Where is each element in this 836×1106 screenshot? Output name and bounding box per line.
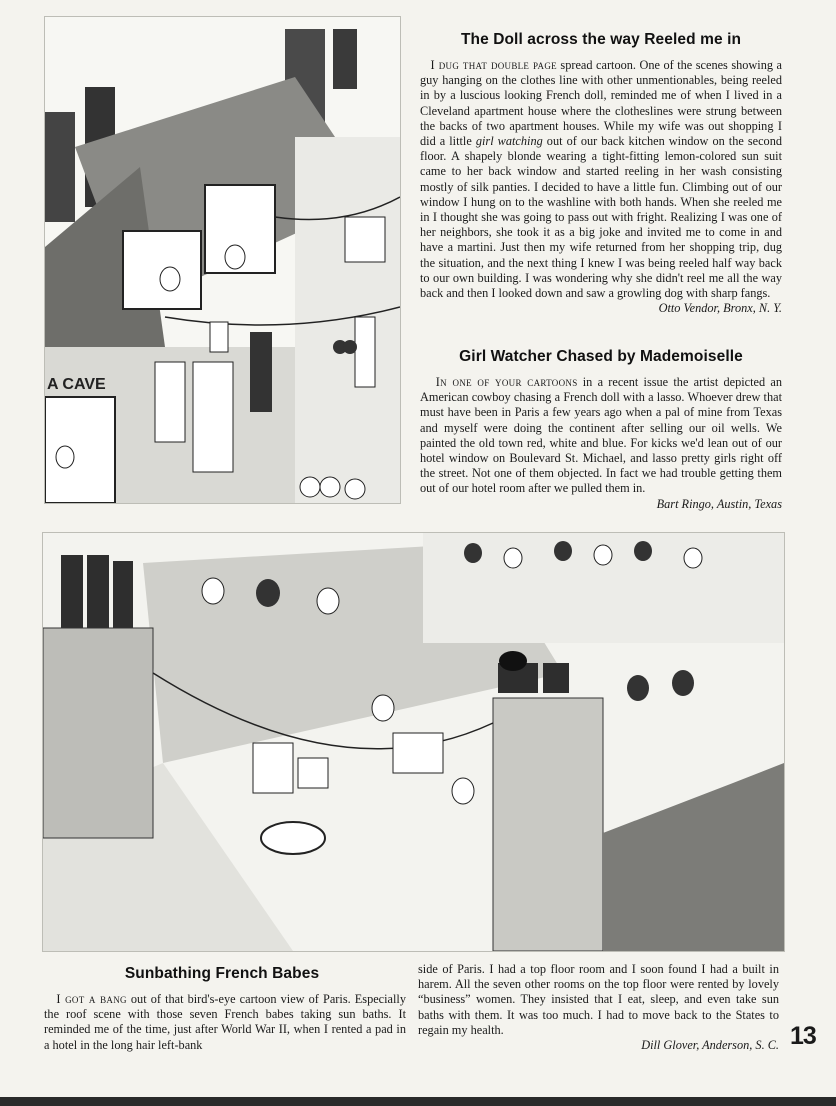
- letter-body-part1: spread cartoon. One of the scenes showing a guy hanging on the clothes line with other unmentionables, being reeled in by a luscious looking French doll, reminded me of when I lived in a Cleveland apartment house where the clotheslines were strung between the backs of two apartment houses. While my wife was out shopping I did a little: [420, 58, 782, 149]
- letter-doll-reeled: [420, 31, 782, 316]
- letter-body: [420, 58, 782, 301]
- letter-sunbathing-col2: [418, 962, 779, 1053]
- letter-body: [44, 992, 406, 1053]
- letter-lead-in: I dug that double page: [430, 58, 557, 72]
- letter-emphasis: girl watching: [475, 134, 543, 149]
- letter-body-col1: out of that bird's-eye cartoon view of Paris. Especially the roof scene with those seven French babes taking sun baths. It reminded me of the time, just after World War II, when I rented a pad in a hotel in the long hair left-bank: [44, 992, 406, 1052]
- letter-sunbathing-title: Sunbathing French Babes: [124, 965, 320, 982]
- letter-signature: Dill Glover, Anderson, S. C.: [641, 1038, 779, 1053]
- cartoon-rooftop-illustration: [42, 532, 785, 952]
- letter-title: Girl Watcher Chased by Mademoiselle: [459, 348, 743, 365]
- letter-girl-watcher: [420, 348, 782, 512]
- cave-sign: A CAVE: [47, 376, 106, 393]
- letter-body-text: in a recent issue the artist depicted an American cowboy chasing a French doll with a lasso. Whoever drew that must have been in Paris a few years ago when a pal of mine from Texas and myself were doing the continent after selling our oil wells. We painted the old town red, white and blue. For kicks we'd lean out of our hotel window on Boulevard St. Michael, and lasso pretty girls right off the street. Not one of them objected. In fact we had trouble getting them out of our hotel room after we pulled them in.: [420, 375, 782, 496]
- letter-lead-in: In one of your cartoons: [435, 375, 578, 389]
- letter-body-part2: out of our back kitchen window on the second floor. A shapely blonde wearing a tight-fitting lemon-colored sun suit came to her back window and started reeling in her wash consisting mostly of silk panties. I decided to have a little fun. Climbing out of our window I hung on to the washline with both hands. When she reeled me in I thought she was going to pass out with fright. Realizing I was one of her neighbors, she took it as a big joke and invited me to come in and have a martini. Just then my wife returned from her shopping trip, dug the situation, and the next thing I knew I was being reeled half way back to our own building. I was wondering why she didn't reel me all the way back and then I looked down and saw a growling dog with sharp fangs.: [420, 134, 783, 301]
- cartoon-clothesline-drawing: [45, 17, 400, 503]
- letter-sunbathing-col1: [44, 992, 406, 1053]
- letter-lead-in: I got a bang: [56, 992, 127, 1006]
- letter-body-col2: side of Paris. I had a top floor room and I soon found I had a built in harem. All the seven other rooms on the top floor were rented by lovely “business” women. They insisted that I eat, sleep, and even take sun baths with them. It was too much. I had to move back to the States to regain my health.: [418, 962, 779, 1037]
- page-bottom-edge: [0, 1097, 836, 1106]
- letter-body: [420, 375, 782, 497]
- letter-signature: Bart Ringo, Austin, Texas: [656, 496, 782, 511]
- cartoon-clothesline-illustration: [44, 16, 401, 504]
- letter-signature: Otto Vendor, Bronx, N. Y.: [658, 301, 782, 316]
- cartoon-rooftop-drawing: [43, 533, 784, 951]
- letter-title: The Doll across the way Reeled me in: [460, 31, 742, 48]
- page-number: 13: [790, 1022, 816, 1050]
